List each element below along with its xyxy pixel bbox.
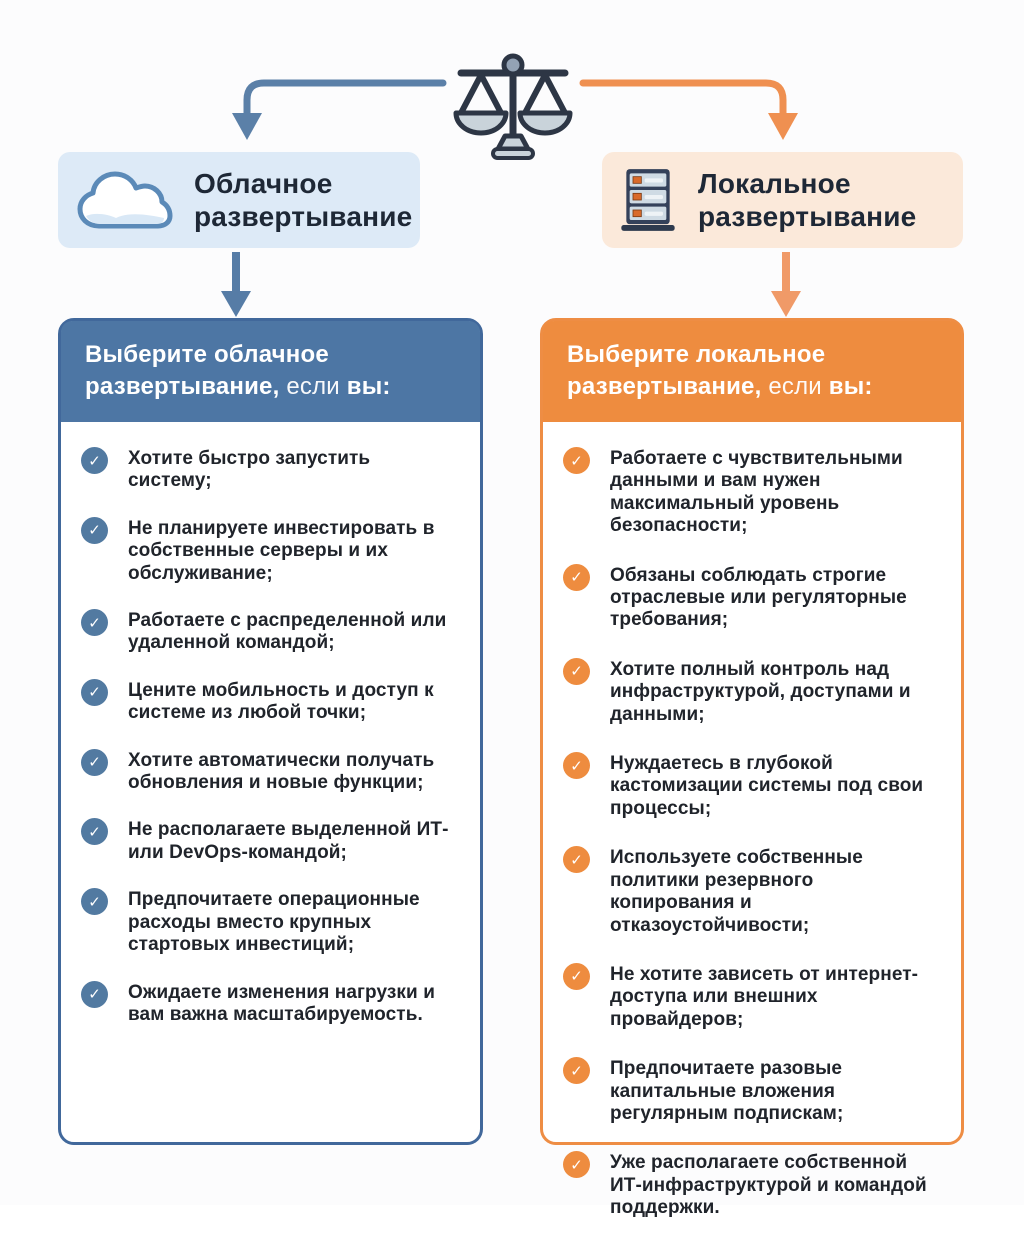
checklist-item-text: Цените мобильность и доступ к системе из любой точки; [128, 679, 434, 724]
checklist-item [81, 750, 460, 795]
checklist-item-text: Нуждаетесь в глубокой кастомизации системы под свои процессы; [610, 753, 924, 819]
checklist-item-text: Работаете с распределенной или удаленной командой; [128, 610, 447, 654]
panel-title-tail: вы: [828, 372, 873, 400]
checklist-item-text: Не планируете инвестировать в собственные серверы и их обслуживание; [128, 517, 435, 584]
checklist-item-text: Работаете с чувствительными данными и вам нужен максимальный уровень безопасности; [610, 448, 903, 537]
badge-title: Локальное развертывание [698, 167, 917, 232]
check-icon: ✓ [81, 888, 108, 915]
badge-title: Облачное развертывание [194, 167, 413, 232]
checklist-item-text: Уже располагаете собственной ИТ-инфраструктурой и командой поддержки. [610, 1152, 927, 1219]
checklist-item [81, 518, 460, 585]
cloud-icon [74, 166, 174, 234]
check-icon: ✓ [81, 818, 108, 845]
check-icon: ✓ [563, 564, 590, 591]
check-icon: ✓ [81, 679, 108, 706]
cloud-deployment-badge [58, 152, 420, 248]
checklist-item [81, 448, 460, 493]
local-deployment-badge [602, 152, 963, 248]
check-icon: ✓ [81, 517, 108, 544]
check-icon: ✓ [563, 752, 590, 779]
server-icon [618, 160, 678, 240]
checklist-item [81, 889, 460, 956]
panel-title-mid: если [286, 372, 340, 400]
balance-scale-icon [443, 50, 583, 162]
checklist-item-text: Используете собственные политики резервного копирования и отказоустойчивости; [610, 847, 863, 936]
check-icon: ✓ [563, 963, 590, 990]
checklist-item [563, 847, 941, 937]
checklist-item-text: Предпочитаете разовые капитальные вложения регулярным подпискам; [610, 1058, 844, 1124]
checklist-item-text: Хотите полный контроль над инфраструктурой, доступами и данными; [610, 658, 911, 725]
cloud-panel-header [61, 321, 480, 422]
check-icon: ✓ [563, 1057, 590, 1084]
panel-title-bold: Выберите облачное развертывание, [85, 341, 329, 400]
cloud-checklist [61, 422, 480, 1044]
check-icon: ✓ [563, 658, 590, 685]
cloud-panel [58, 318, 483, 1145]
check-icon: ✓ [81, 447, 108, 474]
checklist-item-text: Хотите быстро запустить систему; [128, 448, 371, 492]
checklist-item [563, 448, 941, 538]
checklist-item [81, 610, 460, 655]
check-icon: ✓ [81, 749, 108, 776]
check-icon: ✓ [563, 846, 590, 873]
checklist-item [563, 565, 941, 632]
checklist-item [563, 753, 941, 820]
check-icon: ✓ [563, 1151, 590, 1178]
checklist-item [81, 819, 460, 864]
checklist-item-text: Не располагаете выделенной ИТ- или DevOps-командой; [128, 819, 449, 863]
panel-title-mid: если [768, 372, 822, 400]
local-panel [540, 318, 964, 1219]
check-icon: ✓ [81, 981, 108, 1008]
local-checklist [543, 422, 961, 1238]
checklist-item [81, 982, 460, 1027]
checklist-item-text: Хотите автоматически получать обновления и новые функции; [128, 749, 435, 794]
checklist-item-text: Не хотите зависеть от интернет-доступа или внешних провайдеров; [610, 963, 919, 1030]
checklist-item [563, 659, 941, 726]
checklist-item [563, 1058, 941, 1125]
panel-title-tail: вы: [346, 372, 391, 400]
checklist-item-text: Предпочитаете операционные расходы вместо крупных стартовых инвестиций; [128, 889, 420, 956]
local-panel-header [543, 321, 961, 422]
check-icon: ✓ [563, 447, 590, 474]
checklist-item [81, 680, 460, 725]
panel-title-bold: Выберите локальное развертывание, [567, 341, 826, 400]
checklist-item [563, 964, 941, 1031]
check-icon: ✓ [81, 609, 108, 636]
checklist-item [563, 1152, 941, 1219]
checklist-item-text: Обязаны соблюдать строгие отраслевые или регуляторные требования; [610, 564, 907, 631]
checklist-item-text: Ожидаете изменения нагрузки и вам важна масштабируемость. [128, 981, 435, 1025]
